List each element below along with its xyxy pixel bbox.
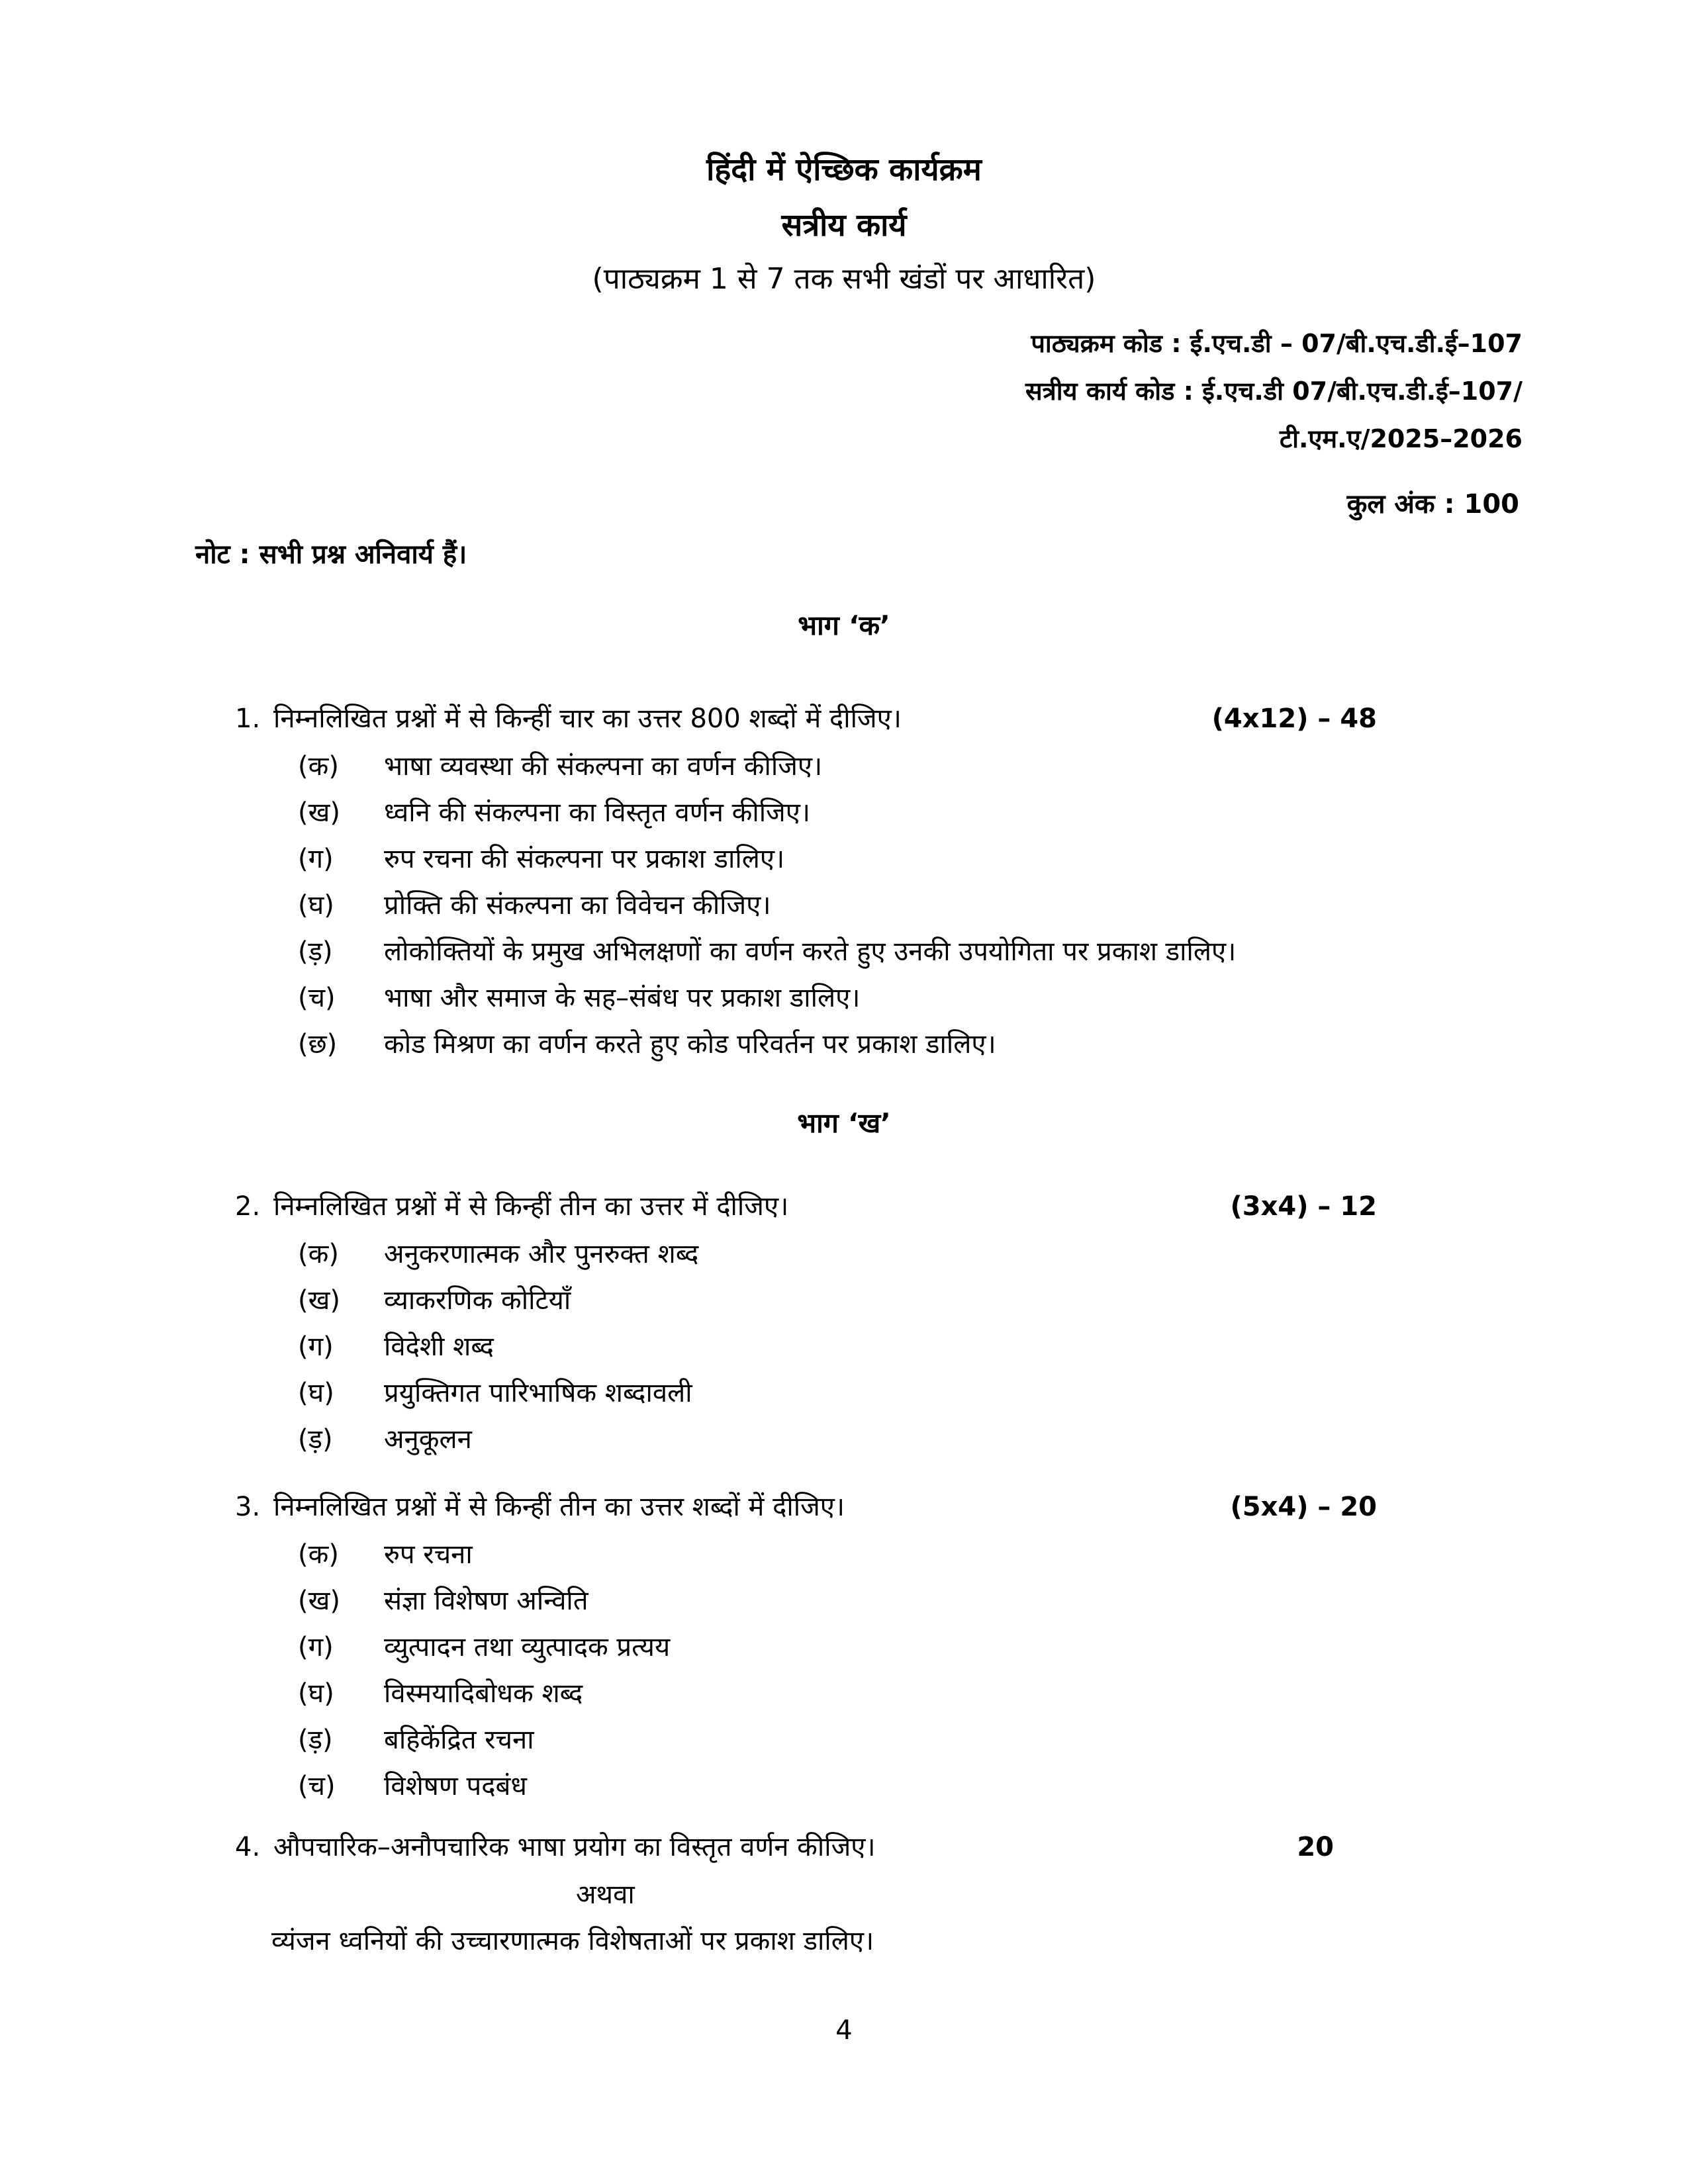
item-label: (क) — [298, 1539, 339, 1570]
list-item — [0, 929, 1688, 975]
question-1-marks: (4x12) – 48 — [1211, 704, 1377, 734]
total-marks: कुल अंक : 100 — [1346, 489, 1519, 520]
page-number: 4 — [835, 2015, 853, 2046]
item-label: (ड़) — [298, 1725, 333, 1755]
item-label: (च) — [298, 983, 336, 1013]
list-item — [0, 1578, 1688, 1624]
item-label: (ग) — [298, 844, 334, 874]
question-1-text: निम्नलिखित प्रश्नों में से किन्हीं चार का उत्तर 800 शब्दों में दीजिए। — [273, 704, 902, 734]
question-4-marks: 20 — [1297, 1832, 1334, 1862]
item-label: (छ) — [298, 1029, 338, 1060]
item-label: (ग) — [298, 1332, 334, 1362]
note-line: नोट : सभी प्रश्न अनिवार्य हैं। — [195, 539, 467, 570]
item-label: (ड़) — [298, 936, 333, 967]
item-label: (ड़) — [298, 1424, 333, 1455]
list-item — [0, 1531, 1688, 1578]
item-label: (घ) — [298, 1678, 334, 1709]
list-item — [0, 1717, 1688, 1763]
item-text: प्रोक्ति की संकल्पना का विवेचन कीजिए। — [384, 890, 771, 921]
item-text: प्रयुक्तिगत पारिभाषिक शब्दावली — [384, 1378, 692, 1408]
item-text: अनुकरणात्मक और पुनरुक्त शब्द — [384, 1239, 699, 1269]
item-label: (ख) — [298, 797, 340, 828]
item-text: भाषा और समाज के सह–संबंध पर प्रकाश डालिए। — [384, 983, 861, 1013]
question-2-items — [0, 1231, 1688, 1463]
assignment-code-line: सत्रीय कार्य कोड : ई.एच.डी 07/बी.एच.डी.ई–107/ — [1025, 377, 1523, 406]
item-text: बहिकेंद्रित रचना — [384, 1725, 534, 1755]
question-3-text: निम्नलिखित प्रश्नों में से किन्हीं तीन का उत्तर शब्दों में दीजिए। — [273, 1492, 845, 1522]
question-2-text: निम्नलिखित प्रश्नों में से किन्हीं तीन का उत्तर में दीजिए। — [273, 1191, 789, 1222]
or-separator: अथवा — [576, 1880, 635, 1910]
question-1-items — [0, 743, 1688, 1068]
item-text: व्युत्पादन तथा व्युत्पादक प्रत्यय — [384, 1632, 671, 1662]
list-item — [0, 1763, 1688, 1809]
item-text: विशेषण पदबंध — [384, 1771, 527, 1801]
item-label: (ख) — [298, 1586, 340, 1616]
item-label: (क) — [298, 751, 339, 782]
list-item — [0, 1670, 1688, 1717]
list-item — [0, 1370, 1688, 1416]
question-3-marks: (5x4) – 20 — [1230, 1492, 1377, 1522]
doc-title-line1: हिंदी में ऐच्छिक कार्यक्रम — [706, 152, 982, 188]
item-label: (घ) — [298, 1378, 334, 1408]
item-text: लोकोक्तियों के प्रमुख अभिलक्षणों का वर्णन करते हुए उनकी उपयोगिता पर प्रकाश डालिए। — [384, 936, 1237, 967]
question-4-text: औपचारिक–अनौपचारिक भाषा प्रयोग का विस्तृत वर्णन कीजिए। — [273, 1832, 876, 1862]
list-item — [0, 1416, 1688, 1463]
doc-title-line2: सत्रीय कार्य — [781, 207, 907, 244]
question-3 — [0, 1482, 1688, 1531]
list-item — [0, 1624, 1688, 1670]
item-text: ध्वनि की संकल्पना का विस्तृत वर्णन कीजिए। — [384, 797, 811, 828]
question-1-number: 1. — [235, 704, 261, 734]
item-text: विदेशी शब्द — [384, 1332, 494, 1362]
item-text: व्याकरणिक कोटियाँ — [384, 1285, 571, 1316]
question-2-marks: (3x4) – 12 — [1230, 1191, 1377, 1222]
question-2 — [0, 1182, 1688, 1231]
list-item — [0, 1324, 1688, 1370]
question-2-number: 2. — [235, 1191, 261, 1222]
item-label: (क) — [298, 1239, 339, 1269]
course-code-line: पाठ्यक्रम कोड : ई.एच.डी – 07/बी.एच.डी.ई–107 — [1031, 329, 1523, 358]
list-item — [0, 975, 1688, 1021]
item-text: संज्ञा विशेषण अन्विति — [384, 1586, 588, 1616]
assignment-session-line: टी.एम.ए/2025–2026 — [1279, 424, 1523, 453]
section-b-heading: भाग ‘ख’ — [797, 1107, 891, 1139]
item-text: रुप रचना — [384, 1539, 473, 1570]
question-3-items — [0, 1531, 1688, 1809]
item-text: अनुकूलन — [384, 1424, 472, 1455]
alt-question-text: व्यंजन ध्वनियों की उच्चारणात्मक विशेषताओं पर प्रकाश डालिए। — [271, 1926, 874, 1956]
item-label: (च) — [298, 1771, 336, 1801]
list-item — [0, 836, 1688, 882]
item-text: कोड मिश्रण का वर्णन करते हुए कोड परिवर्तन पर प्रकाश डालिए। — [384, 1029, 996, 1060]
question-4-number: 4. — [235, 1832, 261, 1862]
item-text: विस्मयादिबोधक शब्द — [384, 1678, 583, 1709]
doc-subtitle: (पाठ्यक्रम 1 से 7 तक सभी खंडों पर आधारित) — [592, 262, 1096, 296]
item-text: रुप रचना की संकल्पना पर प्रकाश डालिए। — [384, 844, 785, 874]
item-label: (ख) — [298, 1285, 340, 1316]
list-item — [0, 1231, 1688, 1277]
question-4 — [0, 1823, 1688, 1872]
list-item — [0, 1021, 1688, 1068]
question-3-number: 3. — [235, 1492, 261, 1522]
question-1 — [0, 694, 1688, 743]
section-a-heading: भाग ‘क’ — [798, 610, 890, 641]
item-label: (घ) — [298, 890, 334, 921]
list-item — [0, 790, 1688, 836]
item-text: भाषा व्यवस्था की संकल्पना का वर्णन कीजिए। — [384, 751, 823, 782]
item-label: (ग) — [298, 1632, 334, 1662]
list-item — [0, 1277, 1688, 1324]
list-item — [0, 882, 1688, 929]
list-item — [0, 743, 1688, 790]
code-block — [0, 320, 1688, 463]
